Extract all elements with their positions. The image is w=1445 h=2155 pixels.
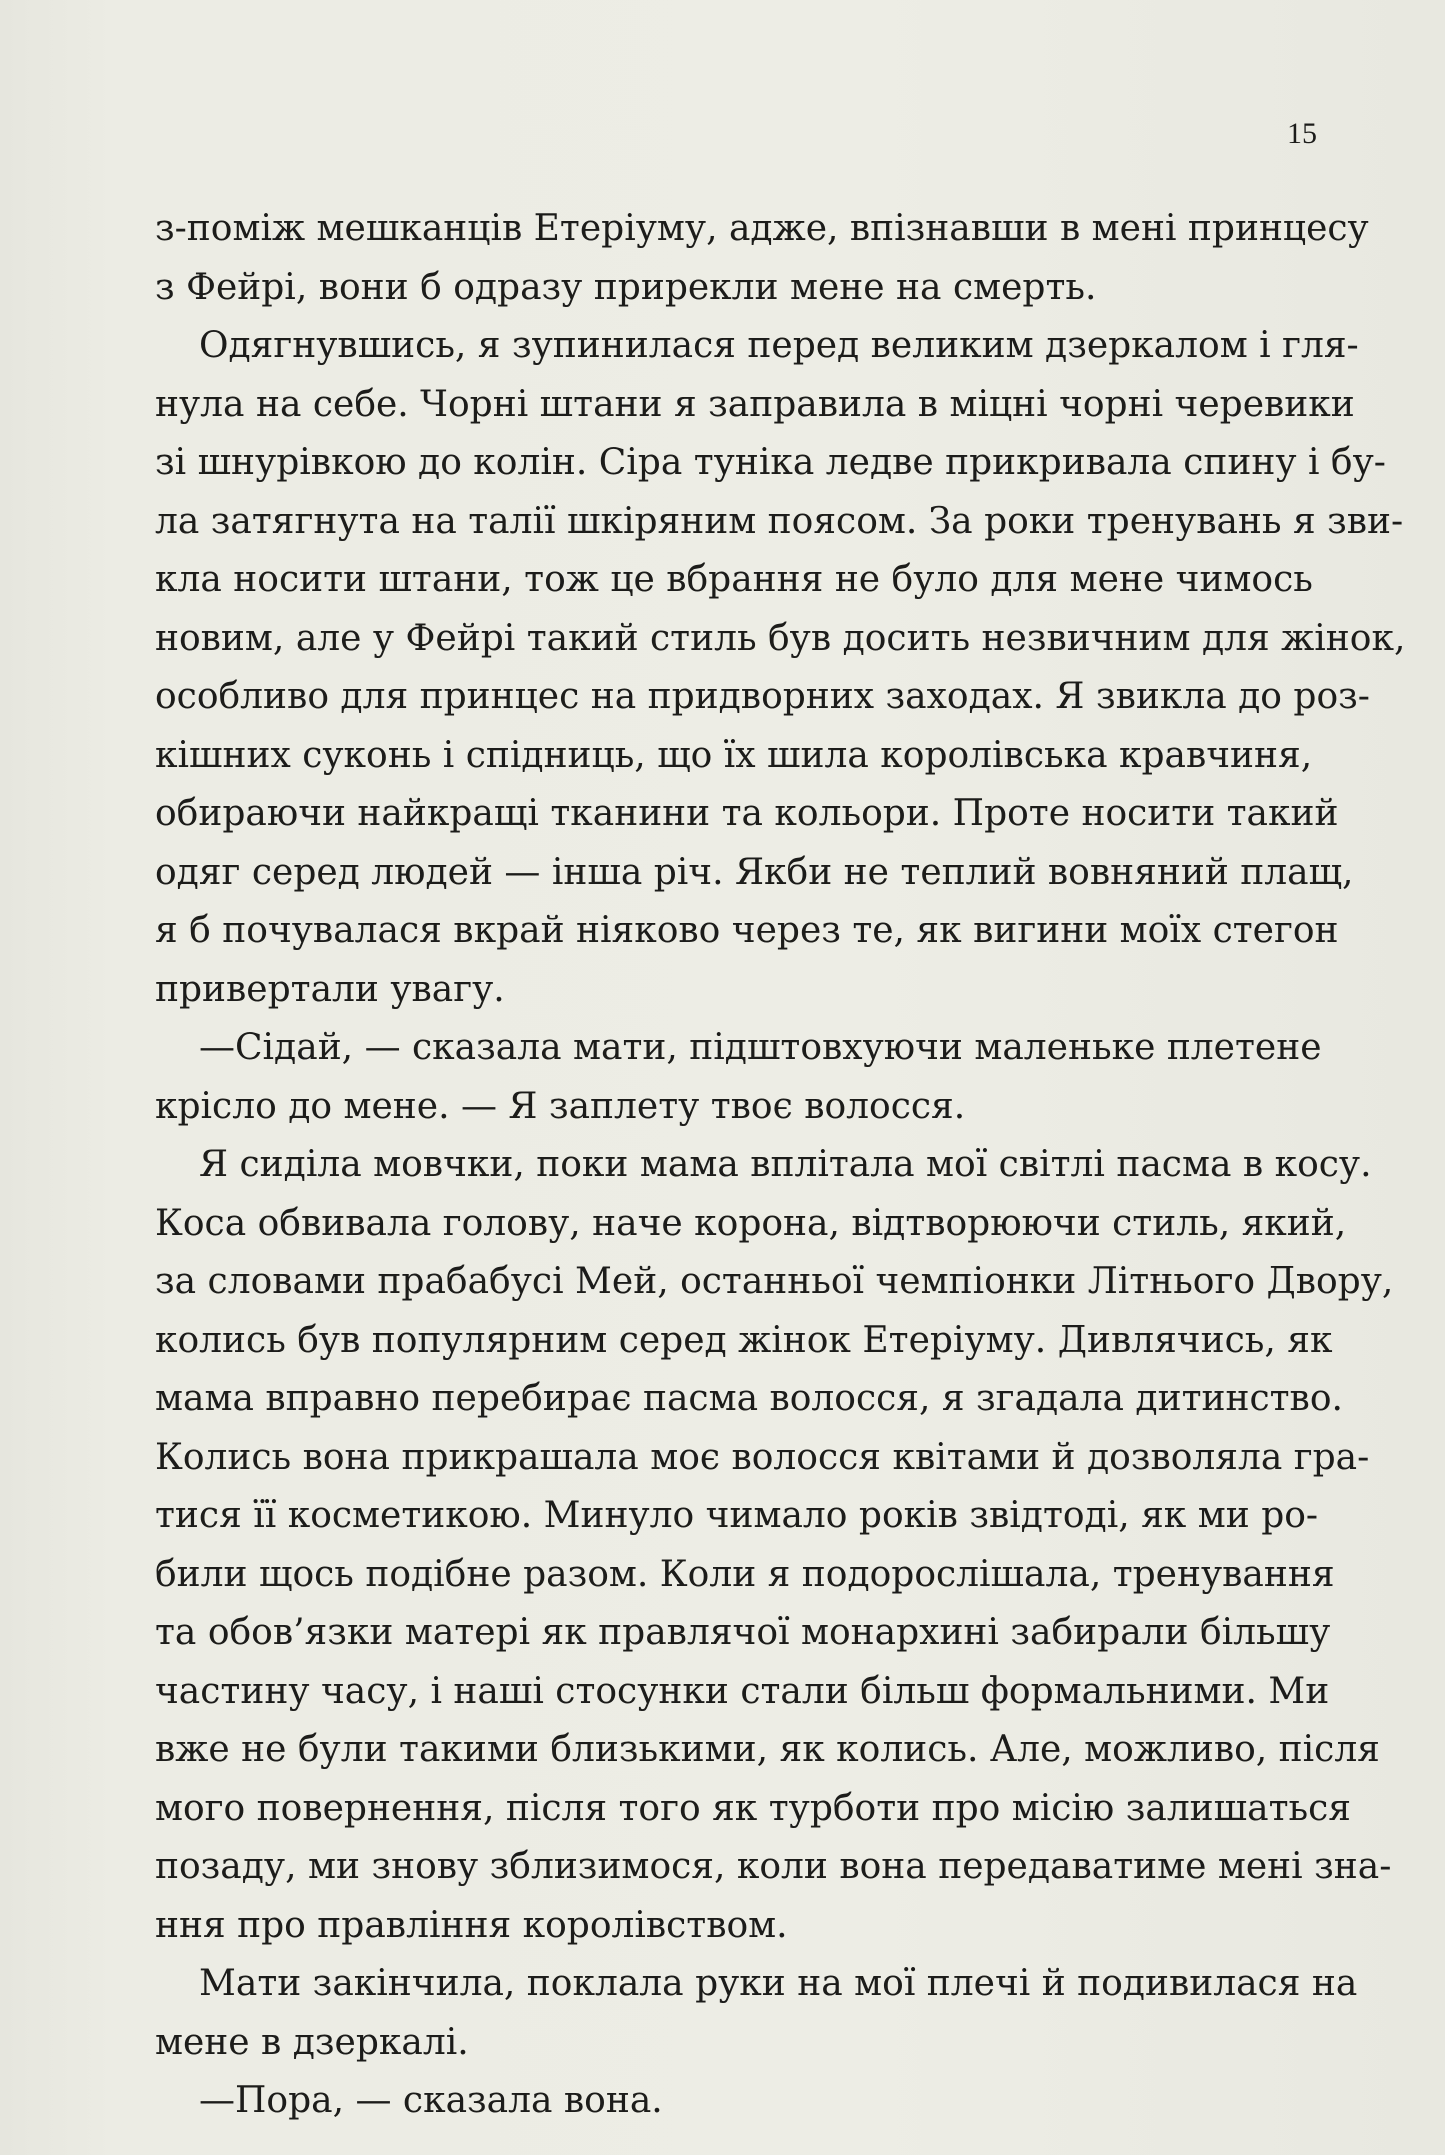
text-line: зі шнурівкою до колін. Сіра туніка ледве прикривала спину і бу-	[155, 442, 1386, 483]
text-line: били щось подібне разом. Коли я подорослішала, тренування	[155, 1553, 1335, 1595]
body-text	[155, 200, 1406, 2131]
text-line: ла затягнута на талії шкіряним поясом. За роки тренувань я зви-	[155, 500, 1404, 542]
text-line: частину часу, і наші стосунки стали більш формальними. Ми	[155, 1670, 1330, 1712]
text-line: мене в дзеркалі.	[155, 2021, 469, 2063]
text-line: привертали увагу.	[155, 968, 505, 1010]
text-line: Колись вона прикрашала моє волосся квітами й дозволяла гра-	[155, 1436, 1370, 1478]
paragraph	[155, 1136, 1394, 1955]
text-line: кла носити штани, тож це вбрання не було для мене чимось	[155, 559, 1313, 600]
text-line: та обов’язки матері як правлячої монархині забирали більшу	[155, 1612, 1331, 1653]
text-line: позаду, ми знову зблизимося, коли вона передаватиме мені зна-	[155, 1846, 1392, 1887]
text-line: новим, але у Фейрі такий стиль був досить незвичним для жінок,	[155, 617, 1406, 659]
paragraph	[155, 2072, 1305, 2131]
text-line: мама вправно перебирає пасма волосся, я згадала дитинство.	[155, 1378, 1343, 1419]
text-line: мого повернення, після того як турботи про місію залишаться	[155, 1787, 1351, 1829]
text-line: —Сідай, — сказала мати, підштовхуючи маленьке плетене	[199, 1027, 1322, 1068]
text-line: одяг серед людей — інша річ. Якби не теплий вовняний плащ,	[155, 851, 1354, 893]
text-line: Мати закінчила, поклала руки на мої плечі й подивилася на	[199, 1963, 1358, 2004]
paragraph	[155, 1019, 1322, 1136]
text-line: ння про правління королівством.	[155, 1904, 788, 1946]
page-number: 15	[1287, 117, 1317, 150]
text-line: особливо для принцес на придворних заходах. Я звикла до роз-	[155, 676, 1370, 717]
text-line: тися її косметикою. Минуло чимало років звідтоді, як ми ро-	[155, 1495, 1319, 1536]
text-line: Одягнувшись, я зупинилася перед великим дзеркалом і гля-	[199, 325, 1359, 366]
text-line: колись був популярним серед жінок Етеріуму. Дивлячись, як	[155, 1319, 1333, 1361]
paragraph	[155, 1955, 1358, 2072]
text-line: обираючи найкращі тканини та кольори. Проте носити такий	[155, 793, 1339, 834]
text-line: з Фейрі, вони б одразу прирекли мене на смерть.	[155, 266, 1097, 308]
text-line: вже не були такими близькими, як колись. Але, можливо, після	[155, 1729, 1380, 1770]
text-line: Я сиділа мовчки, поки мама вплітала мої світлі пасма в косу.	[199, 1144, 1372, 1185]
text-line: я б почувалася вкрай ніяково через те, як вигини моїх стегон	[155, 910, 1339, 951]
text-line: з-поміж мешканців Етеріуму, адже, впізнавши в мені принцесу	[155, 208, 1369, 249]
paragraph	[155, 200, 1369, 317]
text-line: нула на себе. Чорні штани я заправила в міцні чорні черевики	[155, 383, 1355, 425]
text-line: кішних суконь і спідниць, що їх шила королівська кравчиня,	[155, 734, 1313, 776]
text-line: за словами прабабусі Мей, останньої чемпіонки Літнього Двору,	[155, 1261, 1394, 1302]
text-line: крісло до мене. — Я заплету твоє волосся.	[155, 1085, 966, 1127]
text-line: Коса обвивала голову, наче корона, відтворюючи стиль, який,	[155, 1202, 1347, 1244]
text-line: —Пора, — сказала вона.	[199, 2080, 663, 2121]
paragraph	[155, 317, 1406, 1019]
